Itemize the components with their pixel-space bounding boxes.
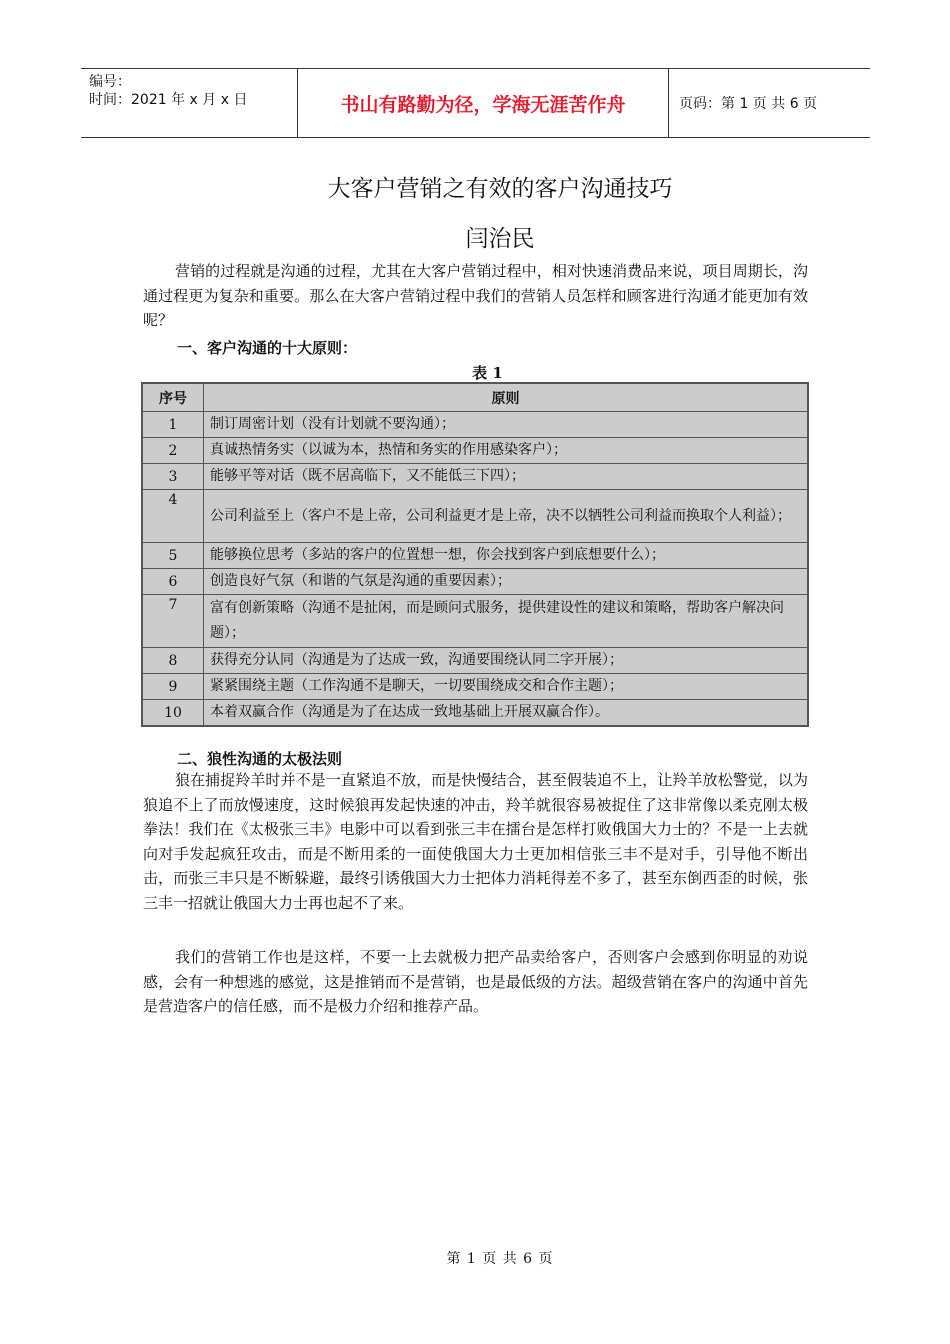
section2-heading: 二、狼性沟通的太极法则	[177, 750, 343, 768]
table-row	[142, 569, 808, 595]
document-author: 闫治民	[465, 226, 535, 252]
row-principle: 能够换位思考（多站的客户的位置想一想，你会找到客户到底想要什么）；	[204, 543, 809, 569]
row-number: 9	[142, 674, 204, 700]
table-row	[142, 674, 808, 700]
time-label: 时间：2021 年 x 月 x 日	[89, 92, 248, 108]
principles-table	[141, 382, 809, 727]
table-header-principle: 原则	[204, 383, 809, 412]
row-principle: 紧紧围绕主题（工作沟通不是聊天，一切要围绕成交和合作主题）；	[204, 674, 809, 700]
wolf-tactics-paragraph: 狼在捕捉羚羊时并不是一直紧追不放，而是快慢结合，甚至假装追不上，让羚羊放松警觉，以为狼追不上了而放慢速度，这时候狼再发起快速的冲击，羚羊就很容易被捉住了这非常像以柔克刚太极拳法！我们在《太极张三丰》电影中可以看到张三丰在擂台是怎样打败俄国大力士的？不是一上去就向对手发起疯狂攻击，而是不断用柔的一面使俄国大力士更加相信张三丰不是对手，引导他不断出击，而张三丰只是不断躲避，最终引诱俄国大力士把体力消耗得差不多了，甚至东倒西歪的时候，张三丰一招就让俄国大力士再也起不了来。	[143, 771, 808, 912]
row-number: 8	[142, 648, 204, 674]
row-number: 5	[142, 543, 204, 569]
row-principle: 能够平等对话（既不居高临下，又不能低三下四）；	[204, 464, 809, 490]
table-header-row	[142, 383, 808, 412]
table-row	[142, 464, 808, 490]
row-number: 3	[142, 464, 204, 490]
document-title: 大客户营销之有效的客户沟通技巧	[327, 176, 673, 202]
table-row	[142, 438, 808, 464]
row-number: 10	[142, 700, 204, 727]
number-label: 编号：	[89, 74, 131, 90]
row-principle: 创造良好气氛（和谐的气氛是沟通的重要因素）；	[204, 569, 809, 595]
header-meta	[81, 69, 297, 137]
row-number: 7	[142, 595, 204, 648]
row-number: 1	[142, 412, 204, 438]
page-footer: 第 1 页 共 6 页	[446, 1251, 554, 1267]
table-caption: 表 1	[472, 364, 503, 382]
table-row	[142, 490, 808, 543]
row-number: 6	[142, 569, 204, 595]
row-principle: 制订周密计划（没有计划就不要沟通）；	[204, 412, 809, 438]
row-principle: 真诚热情务实（以诚为本，热情和务实的作用感染客户）；	[204, 438, 809, 464]
table-row	[142, 412, 808, 438]
row-number: 4	[142, 490, 204, 543]
row-principle: 富有创新策略（沟通不是扯闲，而是顾问式服务，提供建设性的建议和策略，帮助客户解决问题）；	[204, 595, 809, 648]
table-row	[142, 595, 808, 648]
row-principle: 本着双赢合作（沟通是为了在达成一致地基础上开展双赢合作）。	[204, 700, 809, 727]
table-row	[142, 700, 808, 727]
table-row	[142, 543, 808, 569]
page-header	[81, 68, 870, 138]
row-principle: 公司利益至上（客户不是上帝，公司利益更才是上帝，决不以牺牲公司利益而换取个人利益）；	[204, 490, 809, 543]
header-motto: 书山有路勤为径，学海无涯苦作舟	[297, 69, 669, 137]
row-number: 2	[142, 438, 204, 464]
table-header-no: 序号	[142, 383, 204, 412]
marketing-paragraph: 我们的营销工作也是这样，不要一上去就极力把产品卖给客户，否则客户会感到你明显的劝说感，会有一种想逃的感觉，这是推销而不是营销，也是最低级的方法。超级营销在客户的沟通中首先是营造客户的信任感，而不是极力介绍和推荐产品。	[143, 948, 808, 1015]
header-page-code: 页码：第 1 页 共 6 页	[679, 96, 818, 112]
table-row	[142, 648, 808, 674]
section1-heading: 一、客户沟通的十大原则：	[177, 339, 358, 357]
row-principle: 获得充分认同（沟通是为了达成一致，沟通要围绕认同二字开展）；	[204, 648, 809, 674]
intro-paragraph: 营销的过程就是沟通的过程，尤其在大客户营销过程中，相对快速消费品来说，项目周期长，沟通过程更为复杂和重要。那么在大客户营销过程中我们的营销人员怎样和顾客进行沟通才能更加有效呢？	[143, 262, 808, 329]
